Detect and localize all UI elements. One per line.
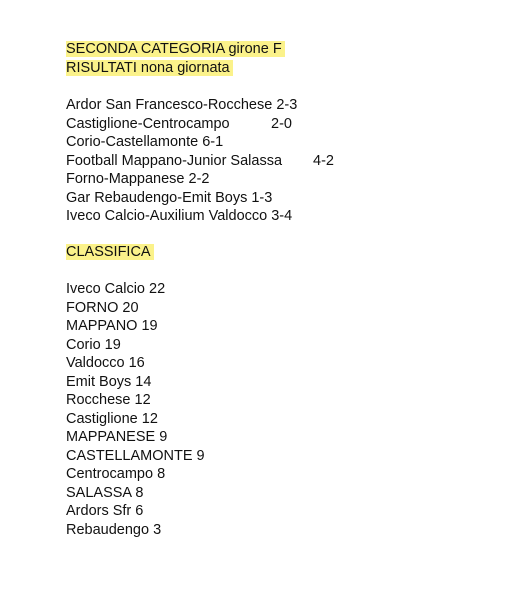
standings-row: Iveco Calcio 22	[66, 281, 166, 297]
result-text: Gar Rebaudengo-Emit Boys 1-3	[66, 189, 273, 206]
standings-row: Valdocco 16	[66, 355, 145, 371]
standings-row: Corio 19	[66, 336, 121, 353]
standings-row: Ardors Sfr 6	[66, 503, 144, 519]
standings-header	[66, 243, 154, 262]
result-score: 2-0	[271, 115, 292, 132]
result-row	[66, 115, 297, 134]
standings-row: CASTELLAMONTE 9	[66, 447, 205, 464]
results-list	[66, 96, 334, 226]
standings-row: Castiglione 12	[66, 410, 158, 427]
standings-row: SALASSA 8	[66, 484, 144, 501]
standings-row: MAPPANESE 9	[66, 429, 168, 445]
result-row	[66, 170, 297, 189]
league-title: SECONDA CATEGORIA girone F	[66, 41, 285, 57]
result-row	[66, 133, 297, 152]
standings-row: Emit Boys 14	[66, 373, 152, 390]
result-text: Castiglione-Centrocampo	[66, 115, 230, 132]
standings-row: Rocchese 12	[66, 392, 151, 408]
standings-list	[66, 280, 205, 539]
standings-row: Centrocampo 8	[66, 466, 166, 482]
result-text: Football Mappano-Junior Salassa	[66, 152, 283, 169]
standings-row: FORNO 20	[66, 299, 139, 316]
result-text: Iveco Calcio-Auxilium Valdocco 3-4	[66, 208, 293, 224]
result-text: Forno-Mappanese 2-2	[66, 171, 210, 187]
standings-row: MAPPANO 19	[66, 318, 158, 334]
result-row	[66, 207, 297, 226]
result-row	[66, 96, 297, 115]
standings-title: CLASSIFICA	[66, 244, 154, 260]
result-row	[66, 189, 297, 208]
standings-row: Rebaudengo 3	[66, 521, 162, 538]
result-text: Corio-Castellamonte 6-1	[66, 134, 224, 150]
header-block	[66, 40, 285, 77]
result-score: 4-2	[313, 152, 334, 169]
result-text: Ardor San Francesco-Rocchese 2-3	[66, 97, 298, 113]
result-row	[66, 152, 334, 171]
round-subtitle: RISULTATI nona giornata	[66, 60, 233, 76]
